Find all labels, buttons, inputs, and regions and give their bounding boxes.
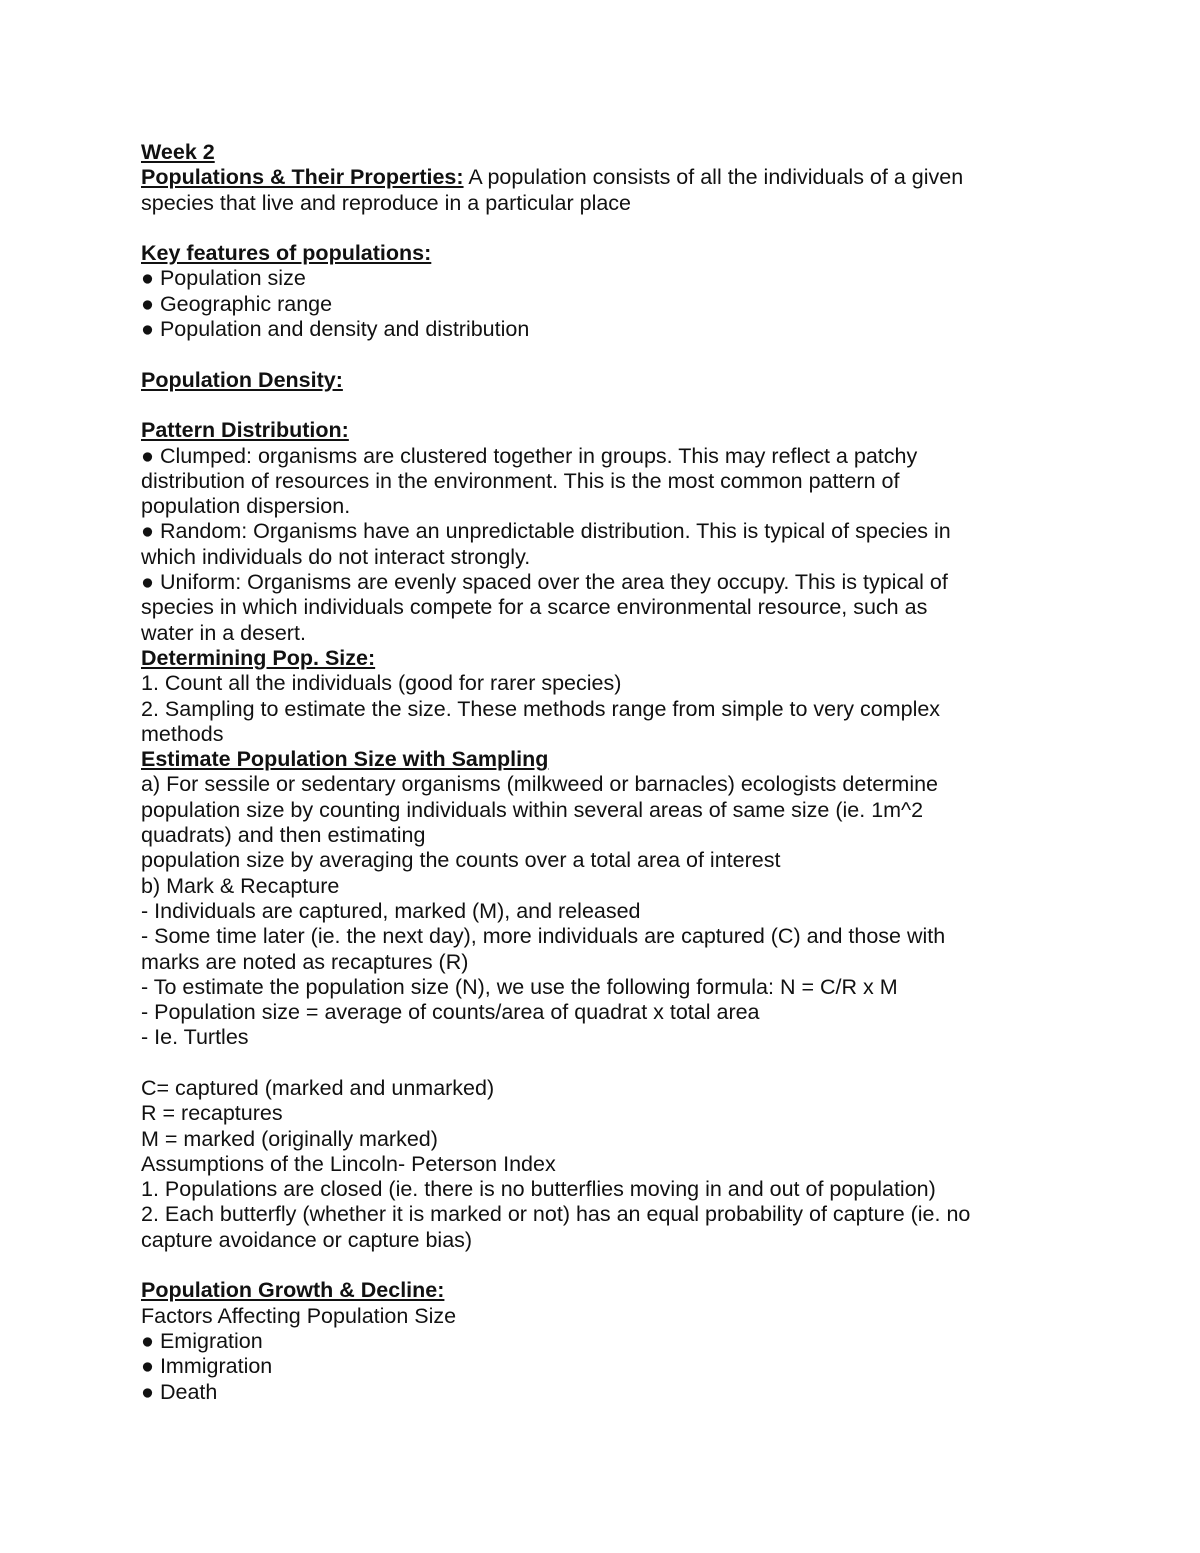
determining-size-heading: Determining Pop. Size: bbox=[141, 645, 376, 670]
text-line: population dispersion. bbox=[141, 494, 351, 519]
text-line: population size by averaging the counts over a total area of interest bbox=[141, 848, 781, 873]
week-heading: Week 2 bbox=[141, 140, 215, 164]
list-item: ● Population size bbox=[141, 266, 306, 291]
text-line: C= captured (marked and unmarked) bbox=[141, 1075, 495, 1100]
text-line: - To estimate the population size (N), we use the following formula: N = C/R x M bbox=[141, 974, 898, 999]
text-line: M = marked (originally marked) bbox=[141, 1126, 438, 1151]
text-line: 1. Populations are closed (ie. there is no butterflies moving in and out of population) bbox=[141, 1177, 936, 1202]
text-line: Factors Affecting Population Size bbox=[141, 1303, 457, 1328]
list-item: ● Immigration bbox=[141, 1354, 273, 1379]
text-line: marks are noted as recaptures (R) bbox=[141, 949, 469, 974]
text-line: distribution of resources in the environment. This is the most common pattern of bbox=[141, 468, 900, 493]
document-page bbox=[141, 140, 1071, 1405]
spacer bbox=[141, 1253, 1071, 1278]
text-line: quadrats) and then estimating bbox=[141, 823, 426, 848]
spacer bbox=[141, 216, 1071, 241]
growth-heading: Population Growth & Decline: bbox=[141, 1278, 445, 1303]
population-density-heading: Population Density: bbox=[141, 367, 343, 392]
text-line: Assumptions of the Lincoln- Peterson Index bbox=[141, 1151, 556, 1176]
text-line: species in which individuals compete for a scarce environmental resource, such as bbox=[141, 595, 928, 620]
spacer bbox=[141, 1051, 1071, 1076]
sampling-heading: Estimate Population Size with Sampling bbox=[141, 747, 549, 772]
list-item: ● Geographic range bbox=[141, 291, 333, 316]
text-line: population size by counting individuals within several areas of same size (ie. 1m^2 bbox=[141, 797, 924, 822]
text-line: - Population size = average of counts/area of quadrat x total area bbox=[141, 1000, 760, 1025]
text-line: - Individuals are captured, marked (M), and released bbox=[141, 898, 641, 923]
populations-paragraph bbox=[141, 165, 1071, 190]
spacer bbox=[141, 393, 1071, 418]
text-line: methods bbox=[141, 721, 224, 746]
text-line: ● Uniform: Organisms are evenly spaced over the area they occupy. This is typical of bbox=[141, 570, 948, 595]
text-line: ● Clumped: organisms are clustered together in groups. This may reflect a patchy bbox=[141, 443, 918, 468]
list-item: ● Emigration bbox=[141, 1328, 263, 1353]
text-line: - Ie. Turtles bbox=[141, 1025, 249, 1050]
text-line: a) For sessile or sedentary organisms (milkweed or barnacles) ecologists determine bbox=[141, 772, 939, 797]
text-line: water in a desert. bbox=[141, 620, 306, 645]
populations-heading: Populations & Their Properties: bbox=[141, 165, 464, 190]
text-line: which individuals do not interact strongly. bbox=[141, 544, 531, 569]
text-line: ● Random: Organisms have an unpredictable distribution. This is typical of species in bbox=[141, 519, 951, 544]
populations-text-line1: A population consists of all the individuals of a given bbox=[463, 165, 964, 190]
text-line: 1. Count all the individuals (good for rarer species) bbox=[141, 671, 622, 696]
spacer bbox=[141, 342, 1071, 367]
text-line: b) Mark & Recapture bbox=[141, 873, 340, 898]
list-item: ● Death bbox=[141, 1379, 218, 1404]
text-line: 2. Sampling to estimate the size. These methods range from simple to very complex bbox=[141, 696, 941, 721]
populations-text-line2: species that live and reproduce in a particular place bbox=[141, 190, 632, 215]
key-features-heading: Key features of populations: bbox=[141, 241, 432, 266]
text-line: 2. Each butterfly (whether it is marked or not) has an equal probability of capture (ie. no bbox=[141, 1202, 971, 1227]
pattern-distribution-heading: Pattern Distribution: bbox=[141, 418, 349, 443]
list-item: ● Population and density and distribution bbox=[141, 317, 530, 342]
text-line: - Some time later (ie. the next day), more individuals are captured (C) and those with bbox=[141, 924, 946, 949]
text-line: R = recaptures bbox=[141, 1101, 283, 1126]
text-line: capture avoidance or capture bias) bbox=[141, 1227, 473, 1252]
